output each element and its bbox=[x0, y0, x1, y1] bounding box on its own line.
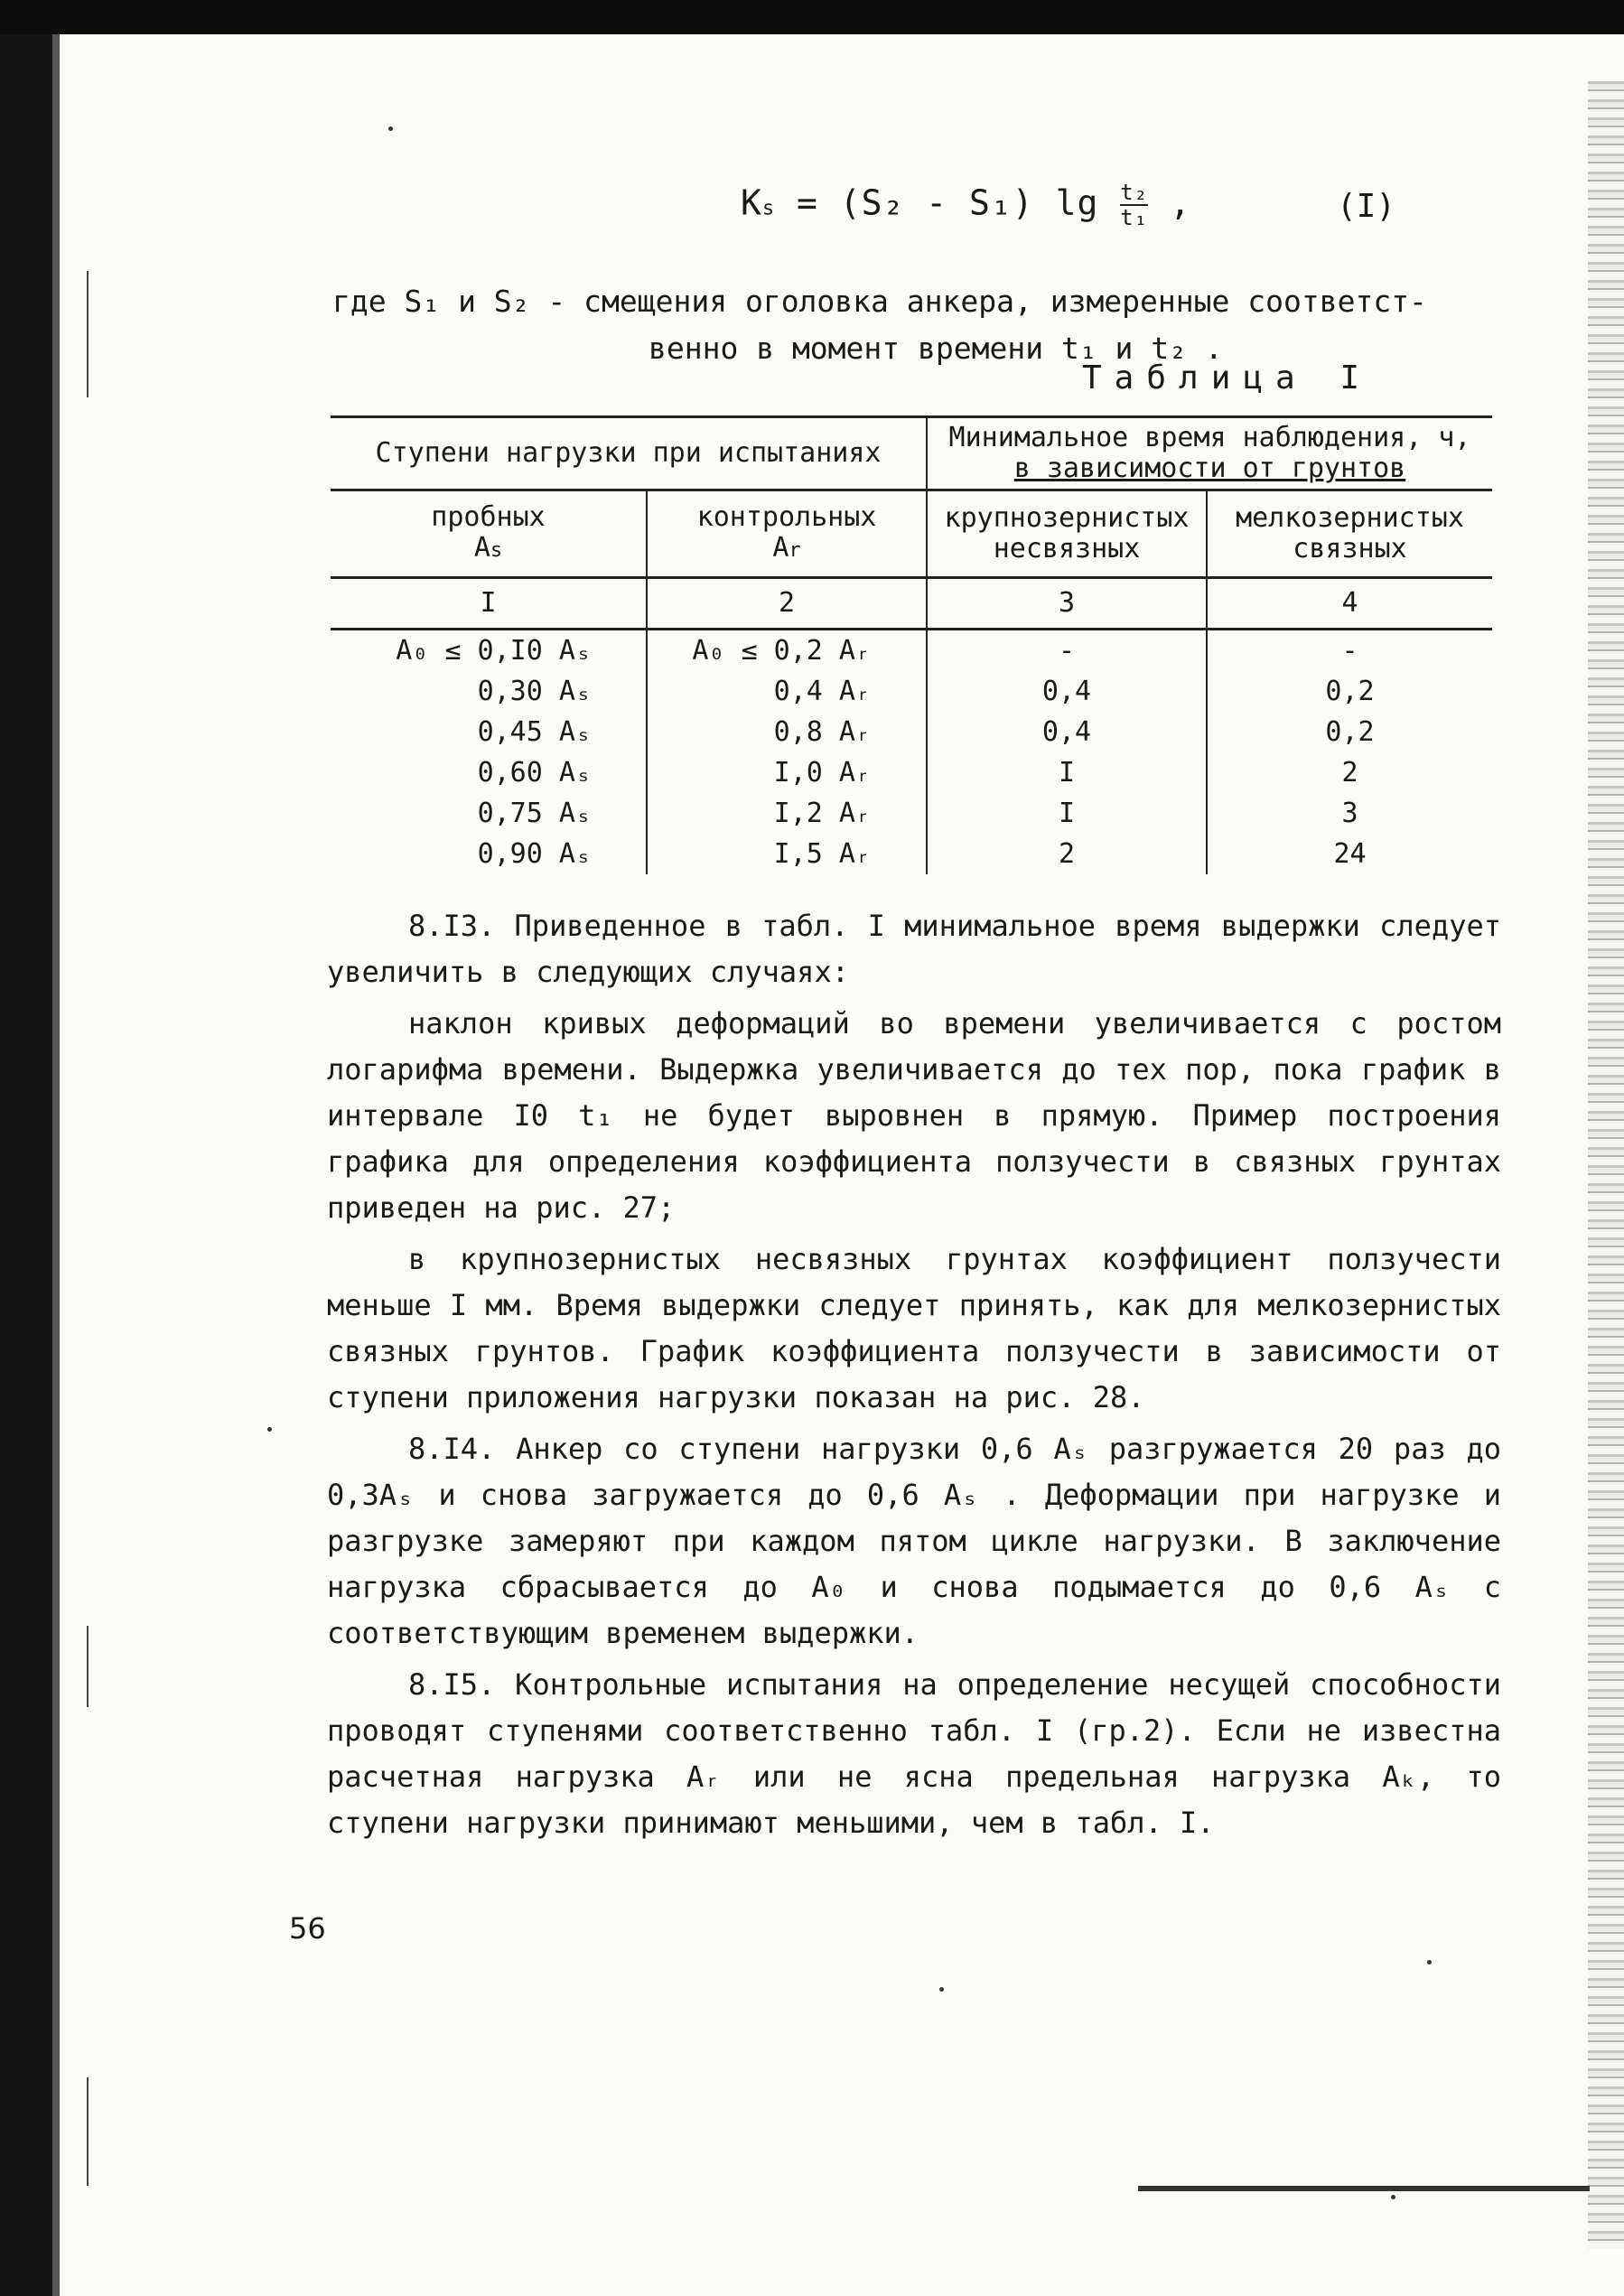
subheader-fine-line-1: мелкозернистых bbox=[1236, 502, 1464, 534]
cell: 0,4 bbox=[927, 712, 1207, 752]
paragraph-coarse-soils: в крупнозернистых несвязных грунтах коэффициент ползучести меньше I мм. Время выдержки следует принять, как для мелкозернистых связных грунтов. График коэффициента ползучести в зависимости от ступени приложения нагрузки показан на рис. 28. bbox=[327, 1242, 1501, 1414]
subheader-control bbox=[647, 490, 927, 578]
symbol-a: A bbox=[473, 531, 490, 564]
table-header-row bbox=[331, 417, 1492, 490]
cell: 0,30 Aₛ bbox=[477, 675, 592, 707]
scan-mark bbox=[87, 2077, 89, 2186]
fraction-numerator: t₂ bbox=[1120, 180, 1149, 205]
scan-speck bbox=[388, 126, 393, 131]
paragraph-8-14: 8.I4. Анкер со ступени нагрузки 0,6 Aₛ разгружается 20 раз до 0,3Aₛ и снова загружается до 0,6 Aₛ . Деформации при нагрузке и разгрузке замеряют при каждом пятом цикле нагрузки. В заключение нагрузка сбрасывается до A₀ и снова подымается до 0,6 Aₛ с соответствующим временем выдержки. bbox=[327, 1432, 1501, 1650]
header-min-time bbox=[927, 417, 1492, 490]
subheader-trial bbox=[331, 490, 647, 578]
table-row bbox=[331, 671, 1492, 712]
explanation-line-2: венно в момент времени t₁ и t₂ . bbox=[649, 331, 1223, 366]
subheader-control-label: контрольных bbox=[696, 500, 877, 533]
cell: I,0 Aᵣ bbox=[647, 752, 927, 793]
scan-mark bbox=[87, 1626, 89, 1707]
cell: 2 bbox=[1207, 752, 1492, 793]
subheader-fine-line-2: связных bbox=[1293, 533, 1407, 565]
table-row bbox=[331, 834, 1492, 874]
column-number: 2 bbox=[647, 578, 927, 630]
formula bbox=[741, 181, 1191, 229]
cell: - bbox=[1207, 630, 1492, 672]
subheader-control-symbol bbox=[648, 533, 926, 566]
cell: I bbox=[927, 752, 1207, 793]
explanation-line-1: где S₁ и S₂ - смещения оголовка анкера, измеренные соответст- bbox=[332, 284, 1427, 319]
symbol-sub: r bbox=[789, 538, 801, 562]
paragraph-8-15: 8.I5. Контрольные испытания на определение несущей способности проводят ступенями соответственно табл. I (гр.2). Если не известна расчетная нагрузка Aᵣ или не ясна предельная нагрузка Aₖ, то ступени нагрузки принимают меньшими, чем в табл. I. bbox=[327, 1667, 1501, 1840]
scan-border-left-inner bbox=[52, 34, 60, 2296]
paragraph-8-13: 8.I3. Приведенное в табл. I минимальное время выдержки следует увеличить в следующих случаях: bbox=[327, 909, 1501, 989]
scan-border-right bbox=[1588, 81, 1624, 2249]
fraction-denominator: t₁ bbox=[1120, 205, 1149, 230]
cell: 0,45 Aₛ bbox=[477, 715, 592, 748]
table-row bbox=[331, 752, 1492, 793]
cell: A₀ ≤ 0,2 Aᵣ bbox=[647, 630, 927, 672]
symbol-a: A bbox=[772, 531, 789, 564]
scan-speck bbox=[267, 1427, 272, 1432]
scan-speck bbox=[939, 1987, 944, 1992]
scan-speck bbox=[1427, 1960, 1432, 1965]
scan-mark bbox=[87, 271, 89, 397]
equation-number: (I) bbox=[1337, 188, 1396, 225]
cell: A₀ ≤ 0,I0 Aₛ bbox=[396, 634, 592, 667]
cell: I bbox=[927, 793, 1207, 834]
page-number: 56 bbox=[289, 1911, 326, 1946]
body-text bbox=[327, 903, 1501, 1846]
table-caption: Таблица I bbox=[1082, 359, 1373, 397]
column-number-row bbox=[331, 578, 1492, 630]
formula-body: = (S₂ - S₁) lg bbox=[797, 182, 1099, 223]
subheader-coarse bbox=[927, 490, 1207, 578]
cell: 3 bbox=[1207, 793, 1492, 834]
cell: 0,2 bbox=[1207, 712, 1492, 752]
subheader-trial-symbol bbox=[331, 533, 646, 566]
cell: 0,8 Aᵣ bbox=[647, 712, 927, 752]
cell: 0,90 Aₛ bbox=[477, 837, 592, 870]
subheader-coarse-line-2: несвязных bbox=[993, 533, 1141, 565]
scan-border-bottom bbox=[1138, 2186, 1590, 2191]
cell: 2 bbox=[927, 834, 1207, 874]
scan-border-left bbox=[0, 34, 52, 2296]
formula-explanation bbox=[332, 278, 1507, 372]
symbol-sub: s bbox=[490, 538, 503, 562]
cell: I,2 Aᵣ bbox=[647, 793, 927, 834]
cell: 0,75 Aₛ bbox=[477, 797, 592, 829]
load-stage-table bbox=[331, 415, 1492, 874]
header-min-time-line-1: Минимальное время наблюдения, ч, bbox=[948, 422, 1471, 453]
formula-trail: , bbox=[1170, 182, 1191, 223]
header-min-time-line-2: в зависимости от грунтов bbox=[1013, 453, 1406, 484]
column-number: I bbox=[331, 578, 647, 630]
subheader-fine bbox=[1207, 490, 1492, 578]
column-number: 4 bbox=[1207, 578, 1492, 630]
subheader-coarse-line-1: крупнозернистых bbox=[944, 502, 1190, 534]
scan-border-top bbox=[0, 0, 1624, 34]
cell: 24 bbox=[1207, 834, 1492, 874]
table-subheader-row bbox=[331, 490, 1492, 578]
cell: - bbox=[927, 630, 1207, 672]
cell: 0,4 Aᵣ bbox=[647, 671, 927, 712]
scan-speck bbox=[1391, 2195, 1395, 2199]
formula-lhs: K bbox=[741, 182, 762, 223]
paragraph-creep-clause: наклон кривых деформаций во времени увеличивается с ростом логарифма времени. Выдержка увеличивается до тех пор, пока график в интервале I0 t₁ не будет выровнен в прямую. Пример построения графика для определения коэффициента ползучести в связных грунтах приведен на рис. 27; bbox=[327, 1006, 1501, 1225]
formula-lhs-sub: s bbox=[761, 197, 776, 220]
table-row bbox=[331, 793, 1492, 834]
table-row bbox=[331, 630, 1492, 672]
cell: 0,60 Aₛ bbox=[477, 756, 592, 789]
subheader-trial-label: пробных bbox=[431, 500, 546, 533]
cell: 0,4 bbox=[927, 671, 1207, 712]
table-row bbox=[331, 712, 1492, 752]
header-load-stages: Ступени нагрузки при испытаниях bbox=[331, 417, 927, 490]
formula-fraction bbox=[1120, 181, 1148, 229]
cell: I,5 Aᵣ bbox=[647, 834, 927, 874]
column-number: 3 bbox=[927, 578, 1207, 630]
cell: 0,2 bbox=[1207, 671, 1492, 712]
